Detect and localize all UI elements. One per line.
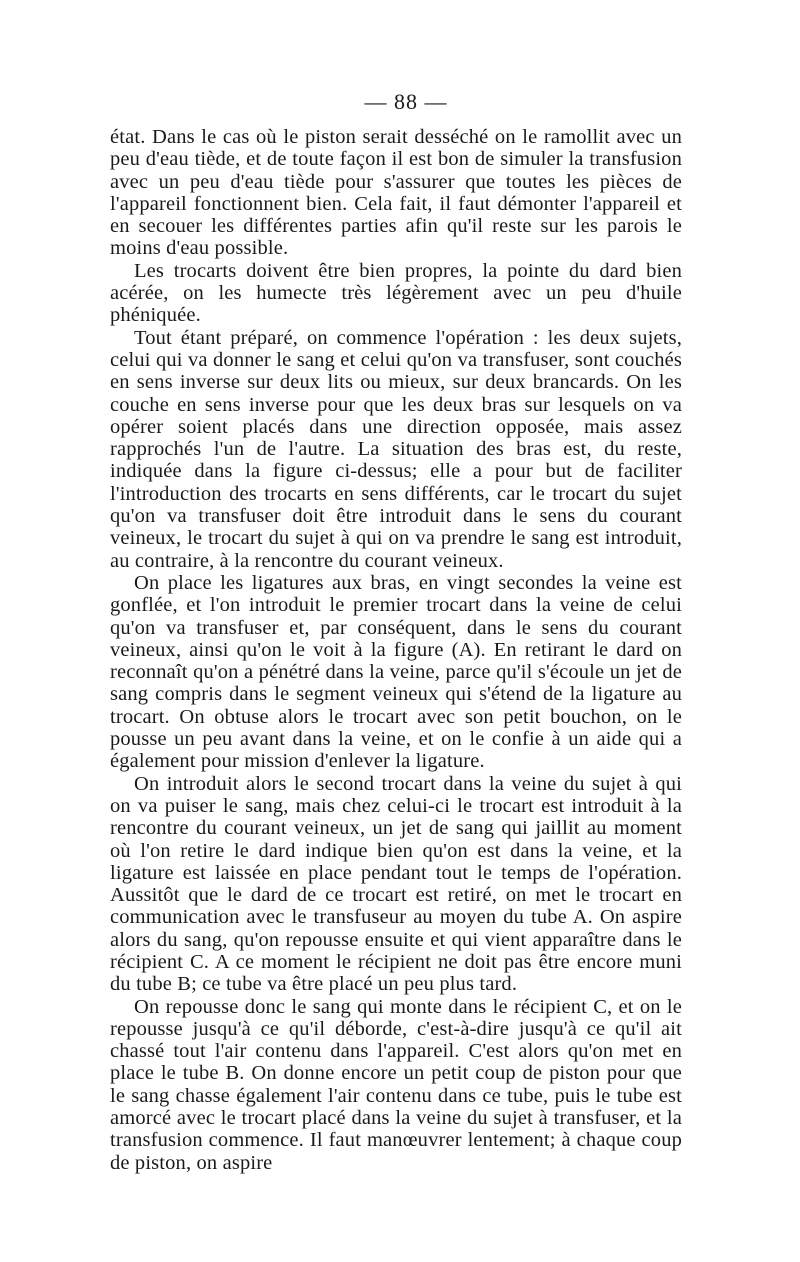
page-body: [110, 126, 682, 1174]
paragraph-1: état. Dans le cas où le piston serait desséché on le ramollit avec un peu d'eau tiède, et de toute façon il est bon de simuler la transfusion avec un peu d'eau tiède pour s'assurer que toutes les pièces de l'appareil fonctionnent bien. Cela fait, il faut démonter l'appareil et en secouer les différentes parties afin qu'il reste sur les parois le moins d'eau possible.: [110, 126, 682, 260]
paragraph-3: Tout étant préparé, on commence l'opération : les deux sujets, celui qui va donner le sang et celui qu'on va transfuser, sont couchés en sens inverse sur deux lits ou mieux, sur deux brancards. On les couche en sens inverse pour que les deux bras sur lesquels on va opérer soient placés dans une direction opposée, mais assez rapprochés l'un de l'autre. La situation des bras est, du reste, indiquée dans la figure ci-dessus; elle a pour but de faciliter l'introduction des trocarts en sens différents, car le trocart du sujet qu'on va transfuser doit être introduit dans le sens du courant veineux, le trocart du sujet à qui on va prendre le sang est introduit, au contraire, à la rencontre du courant veineux.: [110, 326, 682, 572]
book-page: [110, 88, 682, 1174]
paragraph-4: On place les ligatures aux bras, en vingt secondes la veine est gonflée, et l'on introduit le premier trocart dans la veine de celui qu'on va transfuser et, par conséquent, dans le sens du courant veineux, ainsi qu'on le voit à la figure (A). En retirant le dard on reconnaît qu'on a pénétré dans la veine, parce qu'il s'écoule un jet de sang compris dans le segment veineux qui s'étend de la ligature au trocart. On obtuse alors le trocart avec son petit bouchon, on le pousse un peu avant dans la veine, et on le confie à un aide qui a également pour mission d'enlever la ligature.: [110, 571, 682, 773]
paragraph-6: On repousse donc le sang qui monte dans le récipient C, et on le repousse jusqu'à ce qu'il déborde, c'est-à-dire jusqu'à ce qu'il ait chassé tout l'air contenu dans l'appareil. C'est alors qu'on met en place le tube B. On donne encore un petit coup de piston pour que le sang chasse également l'air contenu dans ce tube, puis le tube est amorcé avec le trocart placé dans la veine du sujet à transfuser, et la transfusion commence. Il faut manœuvrer lentement; à chaque coup de piston, on aspire: [110, 995, 682, 1174]
paragraph-2: Les trocarts doivent être bien propres, la pointe du dard bien acérée, on les humecte très légèrement avec un peu d'huile phéniquée.: [110, 259, 682, 327]
page-number: — 88 —: [364, 89, 448, 114]
paragraph-5: On introduit alors le second trocart dans la veine du sujet à qui on va puiser le sang, mais chez celui-ci le trocart est introduit à la rencontre du courant veineux, un jet de sang qui jaillit au moment où l'on retire le dard indique bien qu'on est dans la veine, et la ligature est laissée en place pendant tout le temps de l'opération. Aussitôt que le dard de ce trocart est retiré, on met le trocart en communication avec le transfuseur au moyen du tube A. On aspire alors du sang, qu'on repousse ensuite et qui vient apparaître dans le récipient C. A ce moment le récipient ne doit pas être encore muni du tube B; ce tube va être placé un peu plus tard.: [110, 772, 682, 996]
